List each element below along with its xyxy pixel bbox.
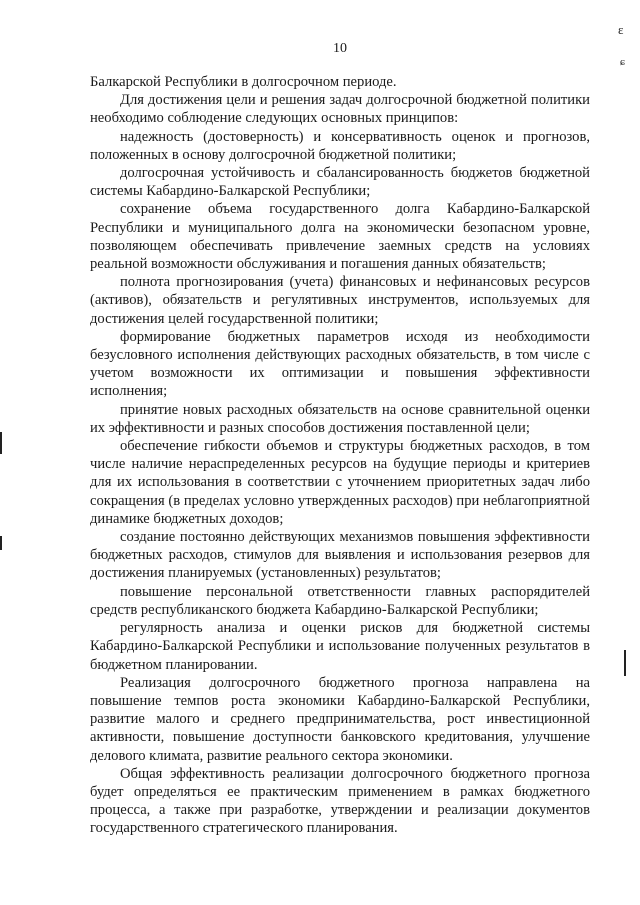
paragraph: регулярность анализа и оценки рисков для бюджетной системы Кабардино-Балкарской Республики и использование полученных результатов в бюджетном планировании.: [90, 620, 590, 673]
margin-mark: ε: [618, 22, 624, 37]
binding-mark: [0, 432, 2, 454]
paragraph: Общая эффективность реализации долгосрочного бюджетного прогноза будет определяться ее практическим применением в рамках бюджетного процесса, а также при разработке, утверждении и реализации документов государственного стратегического планирования.: [90, 765, 590, 837]
paragraph: обеспечение гибкости объемов и структуры бюджетных расходов, в том числе наличие нераспределенных ресурсов на будущие периоды и критериев для их использования в соответствии с уточнением приоритетных задач либо сокращения (в пределах условно утвержденных расходов) при неблагоприятной динамике бюджетных доходов;: [90, 438, 590, 527]
paragraph: повышение персональной ответственности главных распорядителей средств республиканского бюджета Кабардино-Балкарской Республики;: [90, 583, 590, 618]
paragraph: Балкарской Республики в долгосрочном периоде.: [90, 74, 397, 90]
paragraph: сохранение объема государственного долга Кабардино-Балкарской Республики и муниципального долга на экономически безопасном уровне, позволяющем обеспечивать привлечение заемных средств на условиях реальной возможности обслуживания и погашения данных обязательств;: [90, 201, 590, 273]
paragraph: полнота прогнозирования (учета) финансовых и нефинансовых ресурсов (активов), обязательств и регулятивных инструментов, используемых для достижения целей государственной политики;: [90, 274, 590, 327]
paragraph: долгосрочная устойчивость и сбалансированность бюджетов бюджетной системы Кабардино-Балкарской Республики;: [90, 165, 590, 200]
paragraph: Реализация долгосрочного бюджетного прогноза направлена на повышение темпов роста экономики Кабардино-Балкарской Республики, развитие малого и среднего предпринимательства, рост инвестиционной активности, повышение доступности банковского кредитования, улучшение делового климата, развитие реального сектора экономики.: [90, 674, 590, 764]
binding-mark: [624, 650, 626, 676]
paragraph: создание постоянно действующих механизмов повышения эффективности бюджетных расходов, стимулов для выявления и использования резервов для достижения планируемых (установленных) результатов;: [90, 529, 590, 582]
document-body: [90, 73, 590, 838]
paragraph: принятие новых расходных обязательств на основе сравнительной оценки их эффективности и разных способов достижения поставленной цели;: [90, 401, 590, 436]
binding-mark: [0, 536, 2, 550]
paragraph: формирование бюджетных параметров исходя из необходимости безусловного исполнения действующих расходных обязательств, в том числе с учетом возможности их оптимизации и повышения эффективности исполнения;: [90, 328, 590, 400]
page-number: 10: [333, 41, 347, 56]
paragraph: надежность (достоверность) и консервативность оценок и прогнозов, положенных в основу долгосрочной бюджетной политики;: [90, 128, 590, 163]
margin-mark: ɕ: [620, 56, 625, 68]
paragraph: Для достижения цели и решения задач долгосрочной бюджетной политики необходимо соблюдение следующих основных принципов:: [90, 92, 590, 127]
